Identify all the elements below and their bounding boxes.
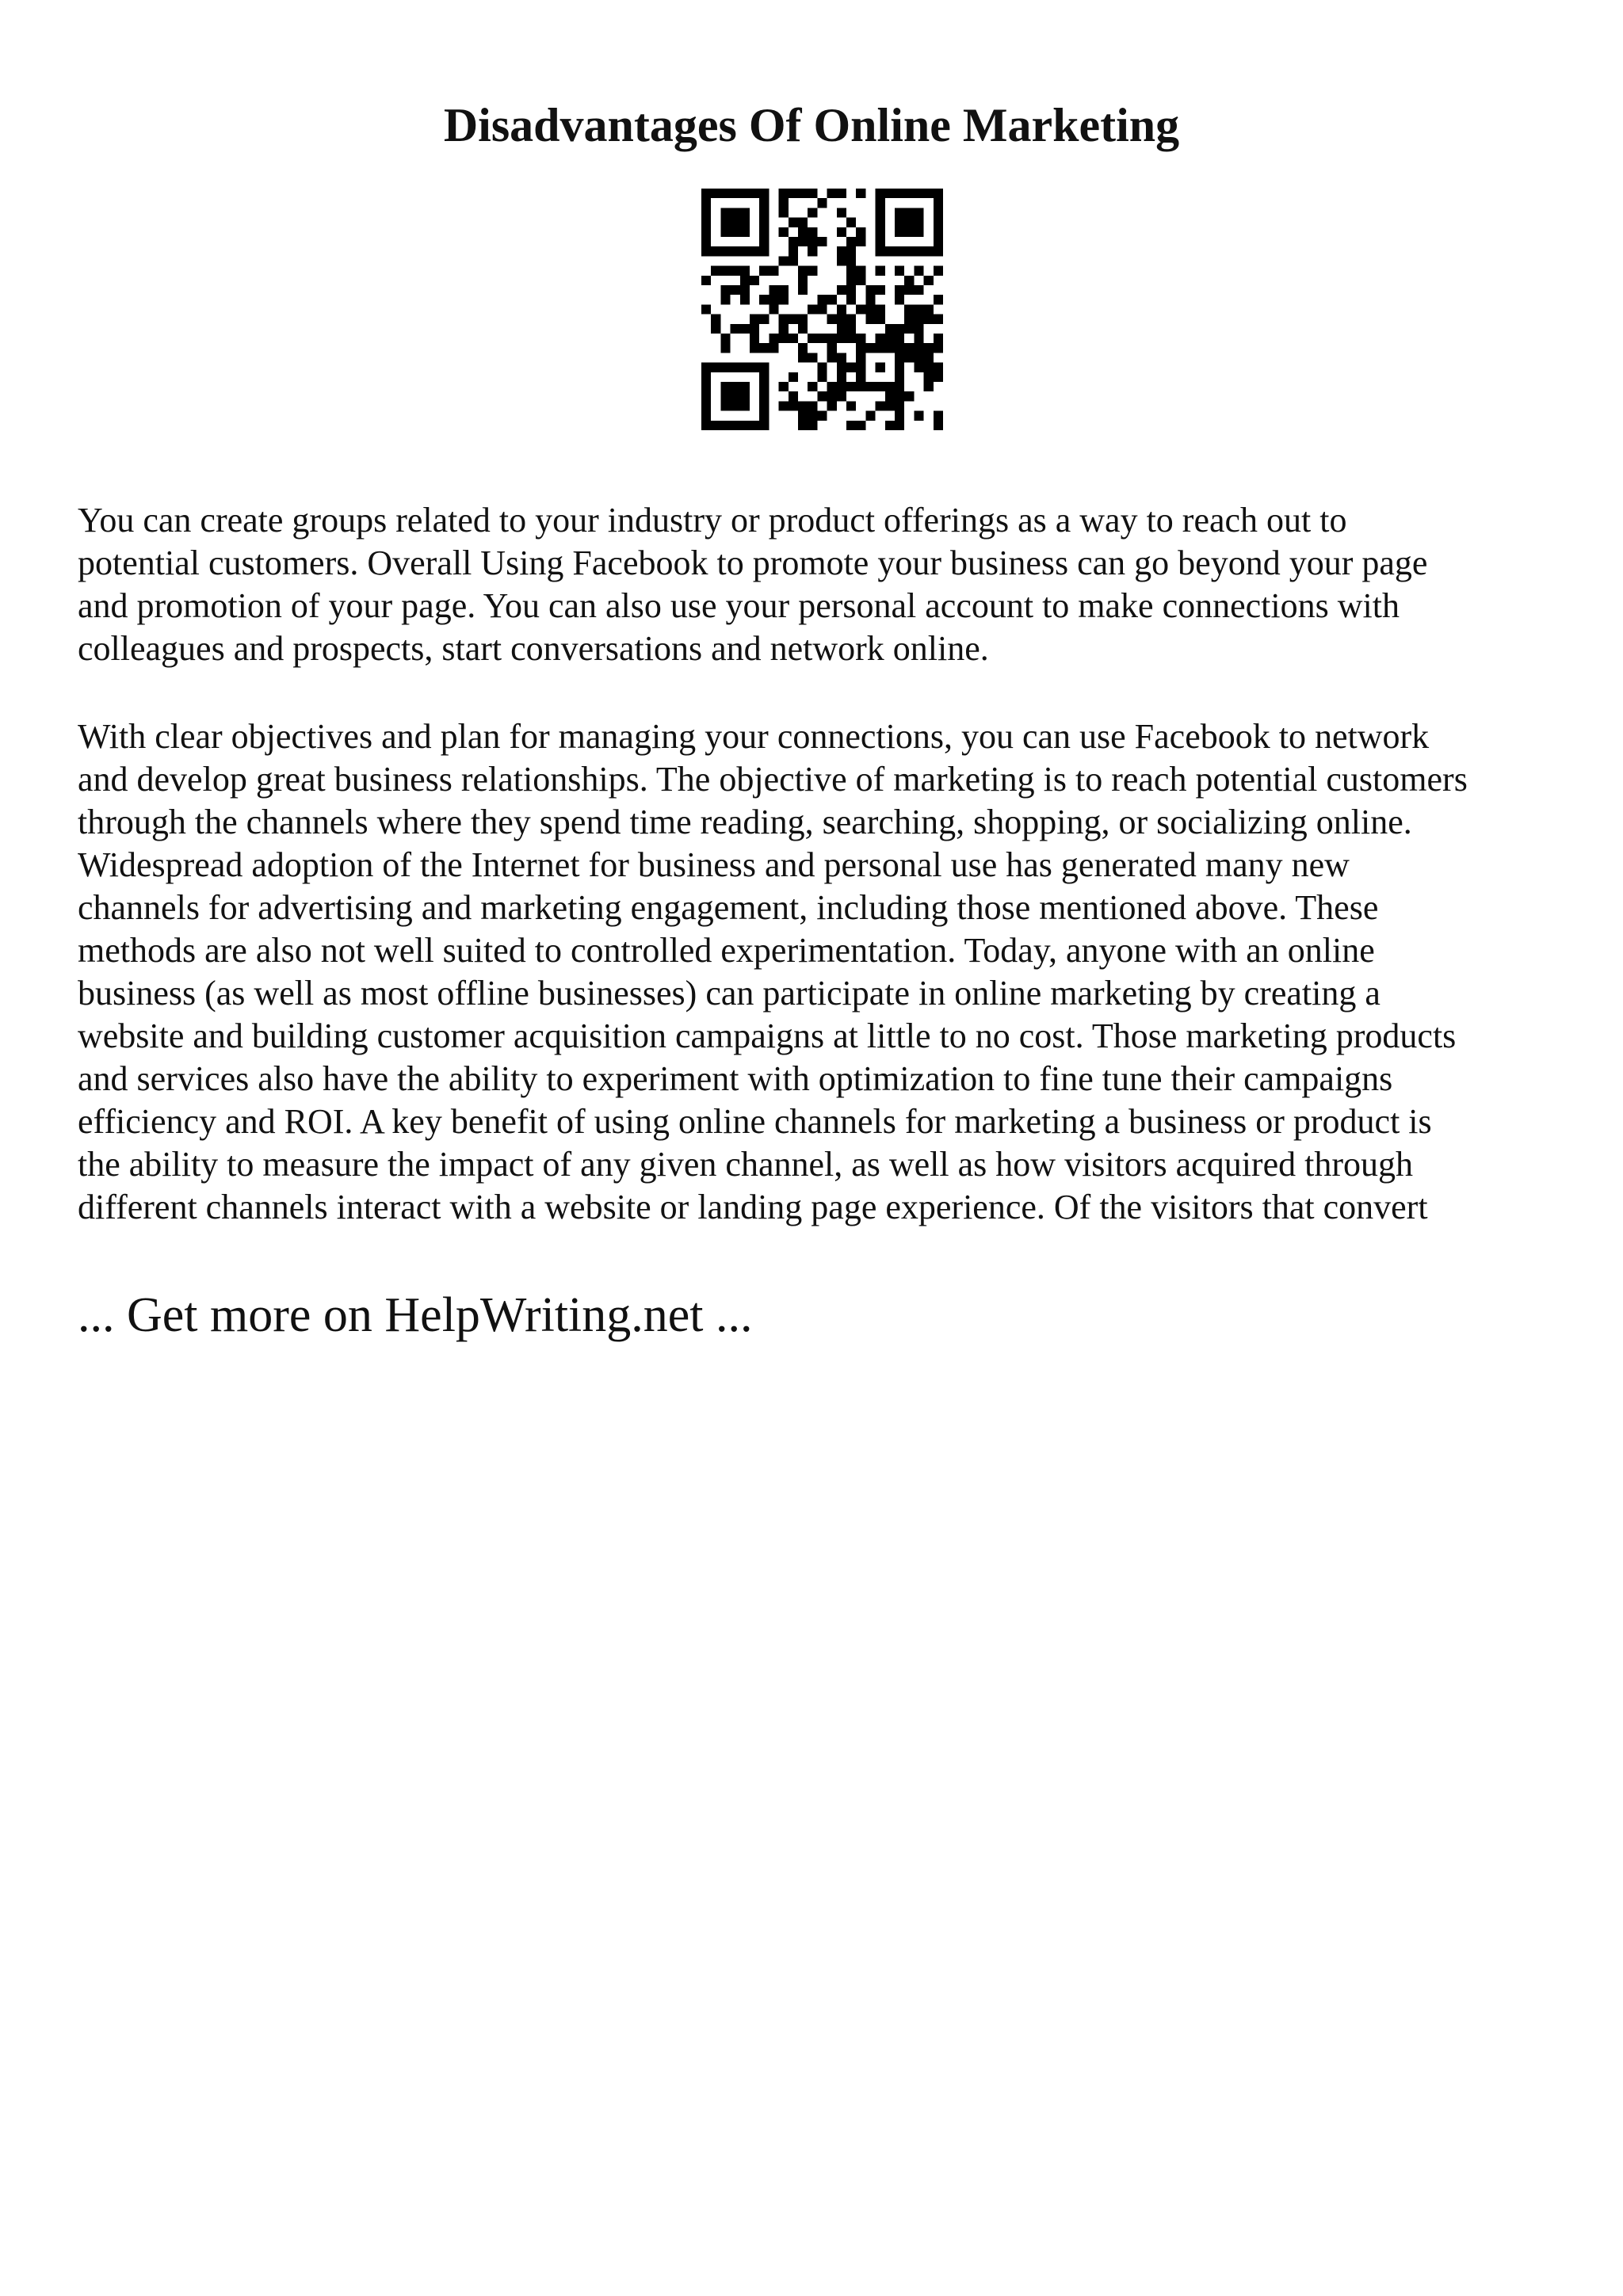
paragraph-line: colleagues and prospects, start conversations and network online. — [78, 629, 989, 668]
paragraph-line: potential customers. Overall Using Facebook to promote your business can go beyond your page — [78, 543, 1428, 582]
paragraph-line: and promotion of your page. You can also use your personal account to make connections with — [78, 586, 1400, 625]
qr-code-icon[interactable] — [701, 189, 943, 430]
paragraph-line: business (as well as most offline businesses) can participate in online marketing by creating a — [78, 974, 1381, 1013]
paragraph-line: through the channels where they spend time reading, searching, shopping, or socializing online. — [78, 803, 1412, 841]
paragraph-2 — [78, 715, 1568, 1229]
paragraph-line: You can create groups related to your industry or product offerings as a way to reach out to — [78, 501, 1347, 540]
paragraph-line: Widespread adoption of the Internet for business and personal use has generated many new — [78, 845, 1350, 884]
paragraph-line: and services also have the ability to experiment with optimization to fine tune their campaigns — [78, 1059, 1393, 1098]
paragraph-line: website and building customer acquisition campaigns at little to no cost. Those marketing products — [78, 1016, 1457, 1055]
paragraph-1 — [78, 499, 1568, 670]
paragraph-line: With clear objectives and plan for managing your connections, you can use Facebook to network — [78, 717, 1430, 756]
paragraph-line: methods are also not well suited to controlled experimentation. Today, anyone with an online — [78, 931, 1375, 970]
paragraph-line: efficiency and ROI. A key benefit of using online channels for marketing a business or product is — [78, 1102, 1432, 1141]
get-more-link[interactable]: ... Get more on HelpWriting.net ... — [78, 1288, 753, 1342]
paragraph-line: channels for advertising and marketing engagement, including those mentioned above. These — [78, 888, 1379, 927]
paragraph-line: and develop great business relationships. The objective of marketing is to reach potential customers — [78, 760, 1468, 799]
paragraph-line: the ability to measure the impact of any given channel, as well as how visitors acquired through — [78, 1145, 1413, 1184]
document-title: Disadvantages Of Online Marketing — [443, 99, 1180, 151]
paragraph-line: different channels interact with a website or landing page experience. Of the visitors that convert — [78, 1188, 1428, 1226]
